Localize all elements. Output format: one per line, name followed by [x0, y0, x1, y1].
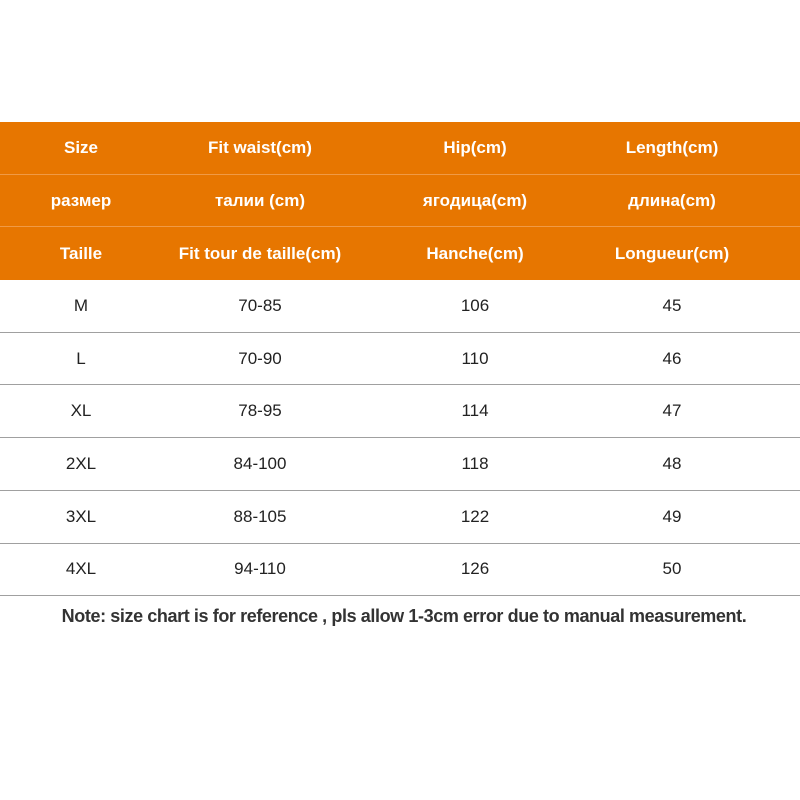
table-row [0, 438, 800, 491]
table-row [0, 385, 800, 438]
table-row [0, 280, 800, 333]
size-cell: 2XL [65, 453, 97, 473]
length-cell: 45 [662, 295, 682, 315]
size-cell: L [76, 348, 86, 368]
length-cell: 50 [662, 559, 682, 579]
header-cell: Fit tour de taille(cm) [178, 243, 342, 263]
length-cell: 47 [662, 401, 682, 421]
header-cell: талии (cm) [214, 190, 306, 210]
header-cell: Fit waist(cm) [208, 137, 312, 157]
hip-cell: 122 [460, 506, 490, 526]
header-cell: Hanche(cm) [426, 243, 524, 263]
waist-cell: 84-100 [233, 453, 287, 473]
header-cell: Hip(cm) [443, 137, 507, 157]
header-cell: ягодица(cm) [422, 190, 528, 210]
hip-cell: 118 [461, 453, 489, 473]
measurement-note: Note: size chart is for reference , pls allow 1-3cm error due to manual measurement. [61, 606, 747, 626]
table-header [0, 122, 800, 280]
hip-cell: 110 [461, 348, 489, 368]
size-cell: XL [70, 401, 92, 421]
header-cell: Longueur(cm) [614, 243, 730, 263]
size-cell: M [73, 295, 89, 315]
size-cell: 3XL [65, 506, 97, 526]
length-cell: 46 [662, 348, 682, 368]
waist-cell: 94-110 [234, 559, 286, 579]
header-cell: длина(cm) [628, 190, 716, 210]
waist-cell: 78-95 [238, 401, 282, 421]
table-row [0, 491, 800, 544]
hip-cell: 106 [460, 295, 490, 315]
header-cell: размер [50, 190, 112, 210]
hip-cell: 114 [461, 401, 489, 421]
header-row-russian [0, 175, 800, 228]
waist-cell: 70-85 [238, 295, 282, 315]
header-cell: Length(cm) [625, 137, 719, 157]
hip-cell: 126 [460, 559, 490, 579]
header-cell: Taille [59, 243, 103, 263]
waist-cell: 70-90 [238, 348, 282, 368]
size-chart-table [0, 122, 800, 596]
waist-cell: 88-105 [233, 506, 287, 526]
header-cell: Size [63, 137, 99, 157]
length-cell: 48 [662, 453, 682, 473]
table-row [0, 544, 800, 597]
length-cell: 49 [662, 506, 682, 526]
header-row-french [0, 227, 800, 280]
table-row [0, 333, 800, 386]
size-cell: 4XL [65, 559, 97, 579]
header-row-english [0, 122, 800, 175]
table-body [0, 280, 800, 596]
